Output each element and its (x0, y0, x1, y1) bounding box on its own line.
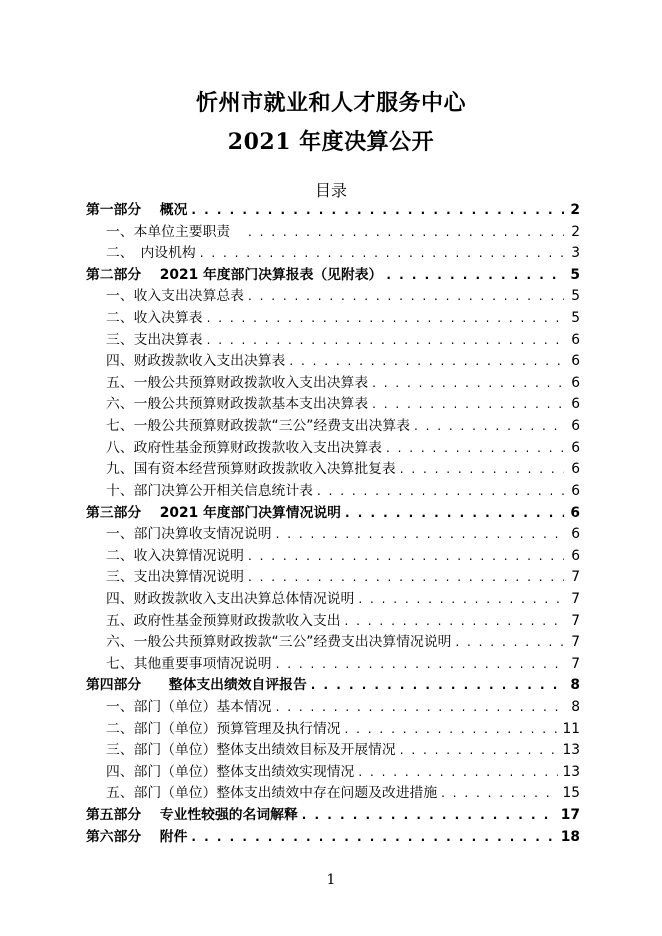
toc-sub-entry[interactable] (86, 222, 580, 244)
toc-entry-page: 6 (571, 482, 580, 499)
toc-dot-leader (317, 481, 564, 503)
toc-sub-entry[interactable] (86, 286, 580, 308)
toc-entry-page: 6 (571, 331, 580, 348)
toc-dot-leader (248, 222, 564, 244)
toc-dot-leader (248, 546, 564, 568)
toc-entry-label: 六、一般公共预算财政拨款基本支出决算表 (106, 396, 369, 413)
toc-sub-entry[interactable] (86, 783, 580, 805)
toc-entry-label: 七、其他重要事项情况说明 (106, 655, 272, 672)
toc-dot-leader (400, 740, 559, 762)
toc-sub-entry[interactable] (86, 697, 580, 719)
toc-sub-entry[interactable] (86, 567, 580, 589)
toc-entry-label: 三、部门（单位）整体支出绩效目标及开展情况 (106, 742, 396, 759)
toc-part-entry[interactable] (86, 827, 580, 849)
toc-entry-page: 6 (571, 353, 580, 370)
toc-sub-entry[interactable] (86, 762, 580, 784)
toc-entry-page: 5 (571, 310, 580, 327)
toc-sub-entry[interactable] (86, 632, 580, 654)
toc-entry-label: 四、部门（单位）整体支出绩效实现情况 (106, 763, 355, 780)
toc-entry-label: 一、部门决算收支情况说明 (106, 526, 272, 543)
toc-entry-page: 6 (571, 374, 580, 391)
toc-dot-leader (191, 827, 556, 849)
toc-sub-entry[interactable] (86, 308, 580, 330)
toc-entry-page: 17 (560, 807, 580, 824)
toc-dot-leader (207, 308, 564, 330)
toc-entry-label: 第四部分 整体支出绩效自评报告 (86, 677, 307, 694)
toc-sub-entry[interactable] (86, 459, 580, 481)
toc-dot-leader (455, 632, 564, 654)
toc-dot-leader (441, 783, 558, 805)
toc-entry-label: 一、本单位主要职责 (106, 223, 244, 240)
toc-dot-leader (289, 351, 564, 373)
toc-entry-page: 6 (570, 504, 580, 521)
toc-entry-label: 第六部分 附件 (86, 828, 188, 845)
toc-dot-leader (207, 330, 564, 352)
toc-entry-label: 二、收入决算表 (106, 310, 203, 327)
toc-dot-leader (386, 265, 564, 287)
toc-dot-leader (400, 459, 564, 481)
toc-dot-leader (276, 524, 564, 546)
toc-dot-leader (248, 567, 564, 589)
toc-dot-leader (372, 373, 564, 395)
toc-sub-entry[interactable] (86, 740, 580, 762)
toc-entry-page: 18 (560, 828, 580, 845)
toc-part-entry[interactable] (86, 200, 580, 222)
toc-entry-label: 九、国有资本经营预算财政拨款收入决算批复表 (106, 461, 396, 478)
toc-entry-page: 13 (562, 763, 580, 780)
toc-entry-page: 15 (562, 785, 580, 802)
toc-sub-entry[interactable] (86, 330, 580, 352)
toc-dot-leader (345, 611, 564, 633)
toc-dot-leader (276, 654, 564, 676)
toc-entry-label: 七、一般公共预算财政拨款“三公”经费支出决算表 (106, 418, 411, 435)
toc-entry-page: 8 (570, 677, 580, 694)
toc-dot-leader (345, 719, 559, 741)
toc-part-entry[interactable] (86, 675, 580, 697)
toc-entry-page: 13 (562, 742, 580, 759)
toc-entry-label: 四、财政拨款收入支出决算表 (106, 353, 286, 370)
toc-entry-page: 5 (570, 266, 580, 283)
toc-entry-label: 三、支出决算表 (106, 331, 203, 348)
toc-entry-page: 6 (571, 418, 580, 435)
page-number: 1 (326, 872, 336, 888)
toc-sub-entry[interactable] (86, 351, 580, 373)
document-subtitle: 2021 年度决算公开 (227, 129, 435, 155)
toc-entry-label: 六、一般公共预算财政拨款“三公”经费支出决算情况说明 (106, 634, 452, 651)
toc-entry-label: 第二部分 2021 年度部门决算报表（见附表） (86, 266, 383, 283)
toc-entry-page: 11 (562, 720, 580, 737)
toc-entry-label: 三、支出决算情况说明 (106, 569, 244, 586)
toc-sub-entry[interactable] (86, 654, 580, 676)
toc-entry-page: 2 (571, 223, 580, 240)
toc-dot-leader (200, 243, 564, 265)
toc-dot-leader (302, 805, 557, 827)
toc-entry-label: 五、一般公共预算财政拨款收入支出决算表 (106, 374, 369, 391)
toc-dot-leader (358, 589, 564, 611)
toc-entry-page: 7 (571, 655, 580, 672)
toc-entry-page: 5 (571, 288, 580, 305)
toc-sub-entry[interactable] (86, 719, 580, 741)
toc-entry-label: 二、 内设机构 (106, 245, 196, 262)
toc-sub-entry[interactable] (86, 524, 580, 546)
toc-entry-label: 二、收入决算情况说明 (106, 547, 244, 564)
toc-dot-leader (414, 416, 564, 438)
toc-dot-leader (248, 286, 564, 308)
toc-dot-leader (386, 438, 564, 460)
toc-sub-entry[interactable] (86, 394, 580, 416)
toc-entry-label: 五、政府性基金预算财政拨款收入支出 (106, 612, 341, 629)
toc-dot-leader (311, 675, 564, 697)
toc-entry-page: 2 (570, 202, 580, 218)
toc-entry-page: 3 (571, 245, 580, 262)
toc-sub-entry[interactable] (86, 416, 580, 438)
toc-entry-label: 十、部门决算公开相关信息统计表 (106, 482, 313, 499)
toc-part-entry[interactable] (86, 805, 580, 827)
toc-entry-label: 八、政府性基金预算财政拨款收入支出决算表 (106, 439, 382, 456)
toc-sub-entry[interactable] (86, 546, 580, 568)
toc-entry-label: 第一部分 概况 (86, 202, 188, 218)
toc-sub-entry[interactable] (86, 481, 580, 503)
toc-entry-page: 7 (571, 634, 580, 651)
toc-entry-label: 一、收入支出决算总表 (106, 288, 244, 305)
toc-heading: 目录 (314, 181, 347, 200)
toc-entry-page: 8 (571, 699, 580, 716)
toc-entry-label: 第三部分 2021 年度部门决算情况说明 (86, 504, 341, 521)
toc-dot-leader (191, 200, 564, 222)
toc-sub-entry[interactable] (86, 373, 580, 395)
toc-entry-page: 6 (571, 526, 580, 543)
toc-entry-page: 6 (571, 461, 580, 478)
toc-part-entry[interactable] (86, 265, 580, 287)
toc-dot-leader (276, 697, 564, 719)
toc-entry-page: 7 (571, 569, 580, 586)
document-title: 忻州市就业和人才服务中心 (195, 90, 466, 116)
toc-sub-entry[interactable] (86, 589, 580, 611)
toc-entry-label: 五、部门（单位）整体支出绩效中存在问题及改进措施 (106, 785, 438, 802)
toc-entry-page: 7 (571, 590, 580, 607)
toc-sub-entry[interactable] (86, 611, 580, 633)
toc-dot-leader (372, 394, 564, 416)
toc-entry-page: 6 (571, 396, 580, 413)
toc-entry-label: 四、财政拨款收入支出决算总体情况说明 (106, 590, 355, 607)
toc-dot-leader (345, 503, 564, 525)
toc-sub-entry[interactable] (86, 243, 580, 265)
toc-entry-page: 6 (571, 547, 580, 564)
toc-entry-label: 一、部门（单位）基本情况 (106, 699, 272, 716)
toc-entry-page: 7 (571, 612, 580, 629)
toc-dot-leader (358, 762, 558, 784)
toc-part-entry[interactable] (86, 503, 580, 525)
toc-sub-entry[interactable] (86, 438, 580, 460)
toc-entry-label: 第五部分 专业性较强的名词解释 (86, 807, 298, 824)
toc-entry-page: 6 (571, 439, 580, 456)
table-of-contents (86, 200, 580, 848)
toc-entry-label: 二、部门（单位）预算管理及执行情况 (106, 720, 341, 737)
